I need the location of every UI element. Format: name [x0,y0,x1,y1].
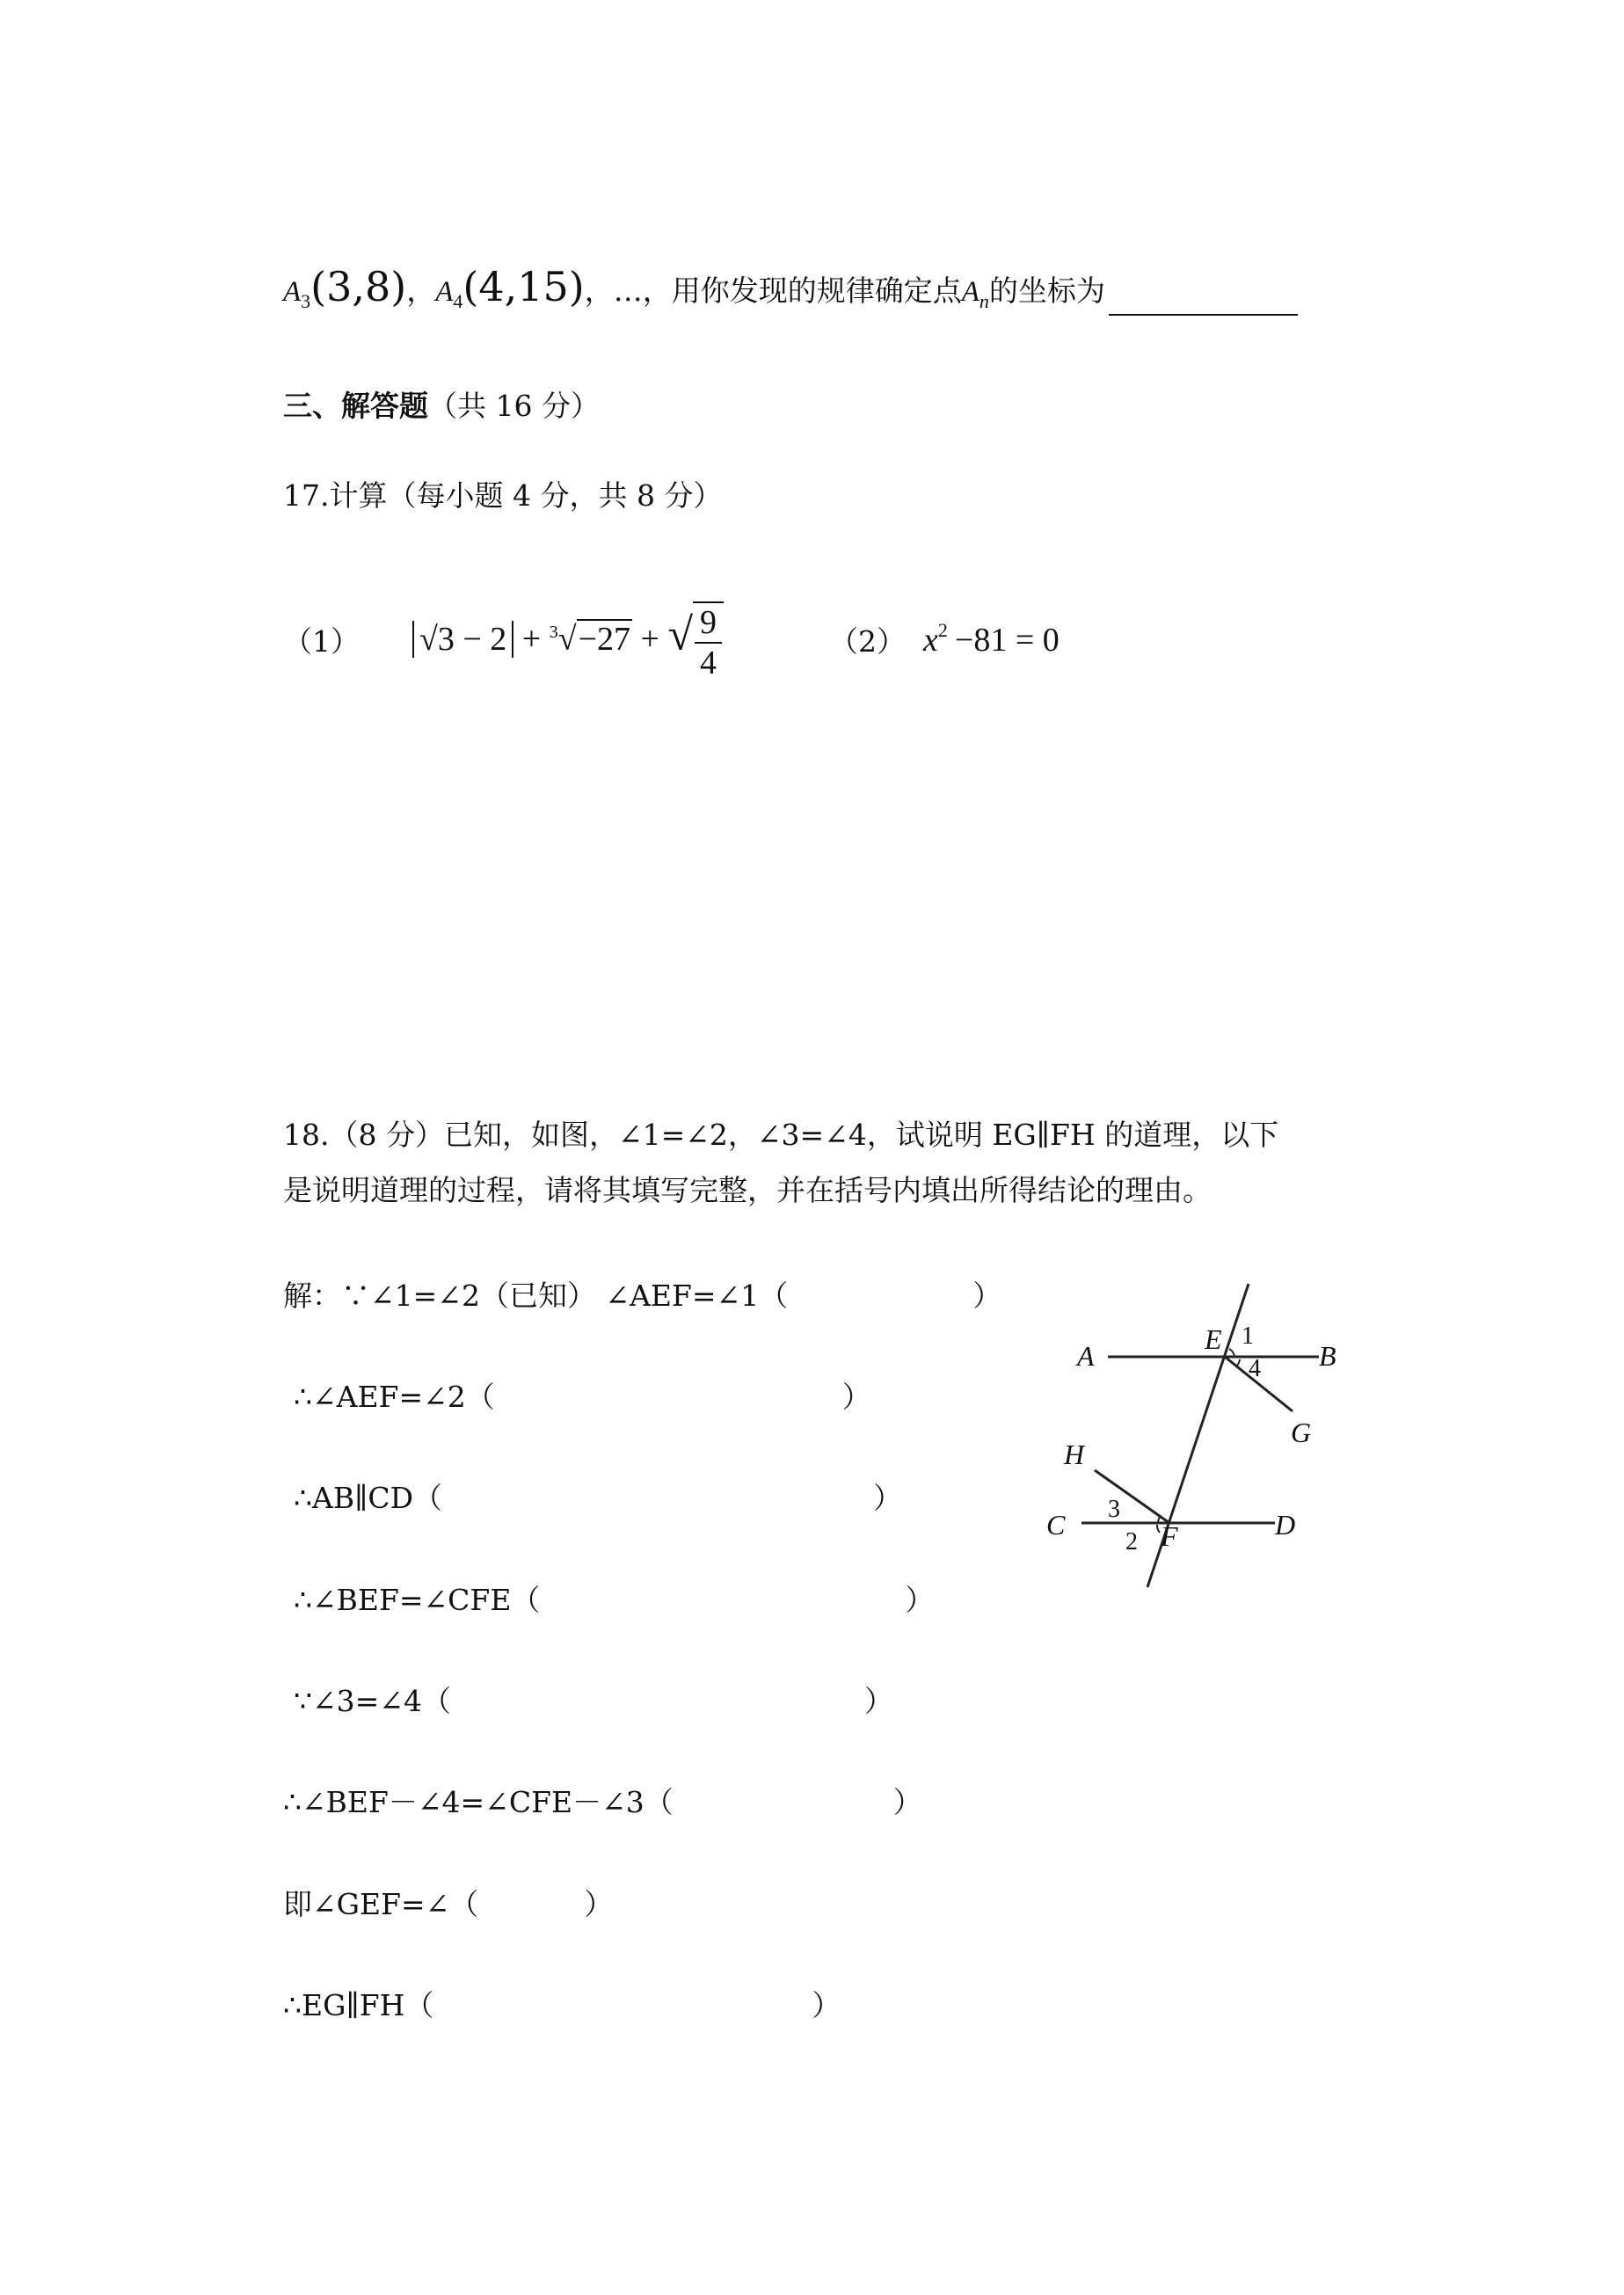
point-an: $A_n$ [961,276,989,312]
geometry-figure [1038,1275,1354,1618]
a4-coordinate: (4,15) [462,263,585,310]
q17-part-1-label: （1） [283,624,360,659]
q16-text-2: 的坐标为 [988,273,1105,308]
root-index: 3 [549,622,558,642]
label-4: 4 [1249,1355,1261,1382]
radical-sign: √ [557,620,577,658]
q16-text: ，…，用你发现的规律确定点 [584,273,962,308]
q18-line-2: 是说明道理的过程，请将其填写完整，并在括号内填出所得结论的理由。 [283,1173,1212,1207]
label-3: 3 [1108,1496,1120,1523]
step-4: ∴∠BEF=∠CFE（ ） [294,1583,935,1617]
step-3: ∴AB∥CD（ ） [294,1481,903,1515]
q17-title: 17.计算（每小题 4 分，共 8 分） [283,478,723,513]
step-6: ∴∠BEF－∠4=∠CFE－∠3（ ） [283,1785,922,1819]
angle-arc-e-2 [1236,1359,1240,1366]
step-7: 即∠GEF=∠（ ） [283,1887,614,1921]
answer-blank-q16[interactable] [1109,282,1298,316]
a3-coordinate: (3,8) [310,263,407,310]
plus-sign: + [521,620,542,658]
q18-line-1: 18.（8 分）已知，如图，∠1=∠2，∠3=∠4，试说明 EG∥FH 的道理，以下 [283,1118,1279,1152]
label-2: 2 [1125,1528,1138,1556]
radical-sign-2: √ [667,609,694,660]
label-d: D [1275,1509,1296,1541]
cube-root-value: −27 [578,620,631,658]
point-a4: $A_4$ [435,276,463,312]
q17-part-2-expression: $x^2 -81 = 0$ [923,618,1060,659]
plus-sign-2: + [640,620,659,658]
step-2: ∴∠AEF=∠2（ ） [294,1380,871,1414]
q16-tail [283,263,1298,316]
fraction-9-4: $\frac{9}{4}$ [693,601,724,682]
ray-fh [1095,1470,1169,1523]
step-5: ∵∠3=∠4（ ） [294,1684,893,1718]
label-c: C [1046,1509,1066,1541]
section-3-title: 三、解答题 [283,389,428,423]
label-a: A [1077,1340,1095,1372]
angle-arc-f-2 [1157,1525,1160,1533]
label-g: G [1291,1417,1312,1448]
point-a3: $A_3$ [283,276,311,312]
step-8: ∴EG∥FH（ ） [283,1988,841,2022]
q17-part-1-expression [412,601,724,682]
comma: ， [406,273,436,308]
step-1: 解：∵∠1=∠2（已知） ∠AEF=∠1（ ） [283,1279,1002,1313]
label-b: B [1319,1340,1336,1372]
section-3-score: （共 16 分） [428,389,600,423]
label-f: F [1161,1520,1178,1552]
q17-part-2-label: （2） [829,624,907,659]
section-3-header [283,385,600,427]
label-e: E [1205,1323,1222,1355]
label-1: 1 [1242,1322,1254,1350]
q17-part-1 [283,604,1060,681]
label-h: H [1064,1439,1085,1470]
absolute-value: √3 − 2 [412,621,513,658]
